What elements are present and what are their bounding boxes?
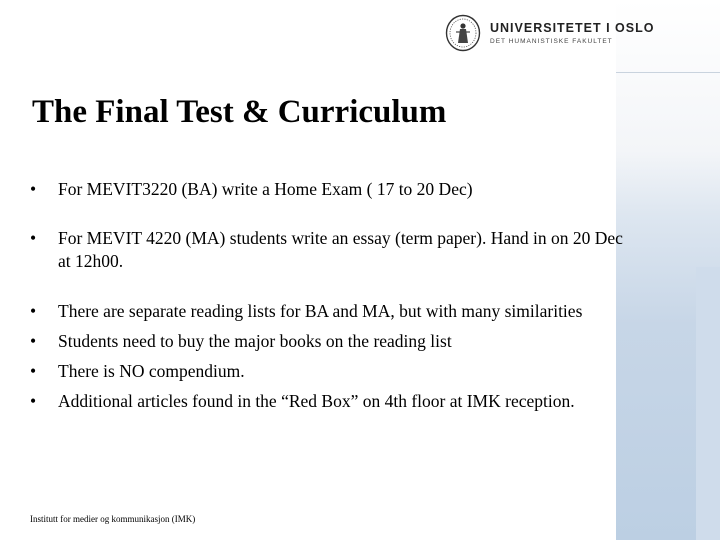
bullet-text: For MEVIT3220 (BA) write a Home Exam ( 17 to 20 Dec) (58, 179, 473, 199)
bullet-marker: • (30, 331, 37, 351)
bullet-list (30, 178, 630, 413)
faculty-name: DET HUMANISTISKE FAKULTET (490, 38, 613, 45)
bullet-marker: • (30, 228, 37, 248)
decorative-blue-panel (696, 267, 720, 540)
bullet-item (30, 390, 630, 413)
bullet-marker: • (30, 179, 37, 199)
slide-title: The Final Test & Curriculum (32, 94, 447, 130)
bullet-text: There are separate reading lists for BA and MA, but with many similarities (58, 301, 583, 321)
university-logo (445, 14, 655, 54)
bullet-marker: • (30, 301, 37, 321)
bullet-text: For MEVIT 4220 (MA) students write an essay (term paper). Hand in on 20 Dec at 12h00. (58, 228, 623, 271)
bullet-item (30, 178, 630, 201)
bullet-item (30, 300, 630, 323)
bullet-text: Students need to buy the major books on the reading list (58, 331, 452, 351)
bullet-item (30, 360, 630, 383)
university-seal-icon (445, 14, 481, 52)
footer-text: Institutt for medier og kommunikasjon (IMK) (30, 514, 196, 524)
bullet-text: There is NO compendium. (58, 361, 245, 381)
bullet-item (30, 227, 630, 273)
bullet-marker: • (30, 361, 37, 381)
bullet-marker: • (30, 391, 37, 411)
institution-name: UNIVERSITETET I OSLO (490, 21, 655, 35)
decorative-divider (616, 72, 720, 73)
bullet-text: Additional articles found in the “Red Box” on 4th floor at IMK reception. (58, 391, 575, 411)
bullet-item (30, 330, 630, 353)
